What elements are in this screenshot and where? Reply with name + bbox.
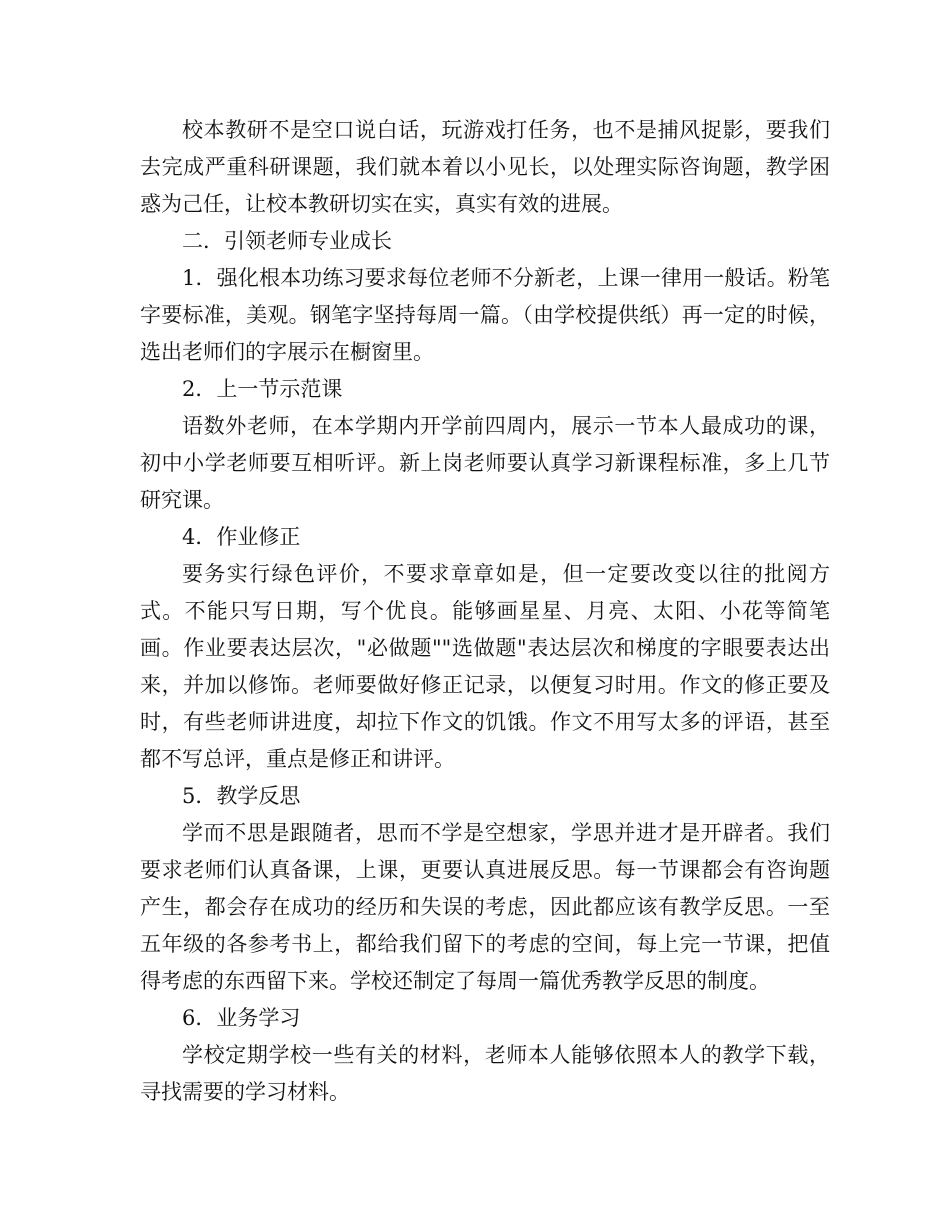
section-heading: 2．上一节示范课 xyxy=(182,377,343,401)
paragraph: 要务实行绿色评价，不要求章章如是，但一定要改变以往的批阅方式。不能只写日期，写个优良。能够画星星、月亮、太阳、小花等简笔画。作业要表达层次，"必做题""选做题"表达层次和梯度的字眼要表达出来，并加以修饰。老师要做好修正记录，以便复习时用。作文的修正要及时，有些老师讲进度，却拉下作文的饥饿。作文不用写太多的评语，甚至都不写总评，重点是修正和讲评。 xyxy=(140,562,830,771)
paragraph: 语数外老师，在本学期内开学前四周内，展示一节本人最成功的课，初中小学老师要互相听评。新上岗老师要认真学习新课程标准，多上几节研究课。 xyxy=(140,414,830,512)
paragraph: 学校定期学校一些有关的材料，老师本人能够依照本人的教学下载，寻找需要的学习材料。 xyxy=(140,1043,830,1104)
document-body xyxy=(140,112,830,1111)
paragraph: 校本教研不是空口说白话，玩游戏打任务，也不是捕风捉影，要我们去完成严重科研课题，我们就本着以小见长，以处理实际咨询题，教学困惑为己任，让校本教研切实在实，真实有效的进展。 xyxy=(140,118,830,216)
section-heading: 二．引领老师专业成长 xyxy=(182,229,392,253)
paragraph: 1．强化根本功练习要求每位老师不分新老，上课一律用一般话。粉笔字要标准，美观。钢笔字坚持每周一篇。（由学校提供纸）再一定的时候，选出老师们的字展示在橱窗里。 xyxy=(140,266,830,364)
section-heading: 4．作业修正 xyxy=(182,525,301,549)
section-heading: 6．业务学习 xyxy=(182,1006,301,1030)
section-heading: 5．教学反思 xyxy=(182,784,301,808)
paragraph: 学而不思是跟随者，思而不学是空想家，学思并进才是开辟者。我们要求老师们认真备课，上课，更要认真进展反思。每一节课都会有咨询题产生，都会存在成功的经历和失误的考虑，因此都应该有教学反思。一至五年级的各参考书上，都给我们留下的考虑的空间，每上完一节课，把值得考虑的东西留下来。学校还制定了每周一篇优秀教学反思的制度。 xyxy=(140,821,830,993)
